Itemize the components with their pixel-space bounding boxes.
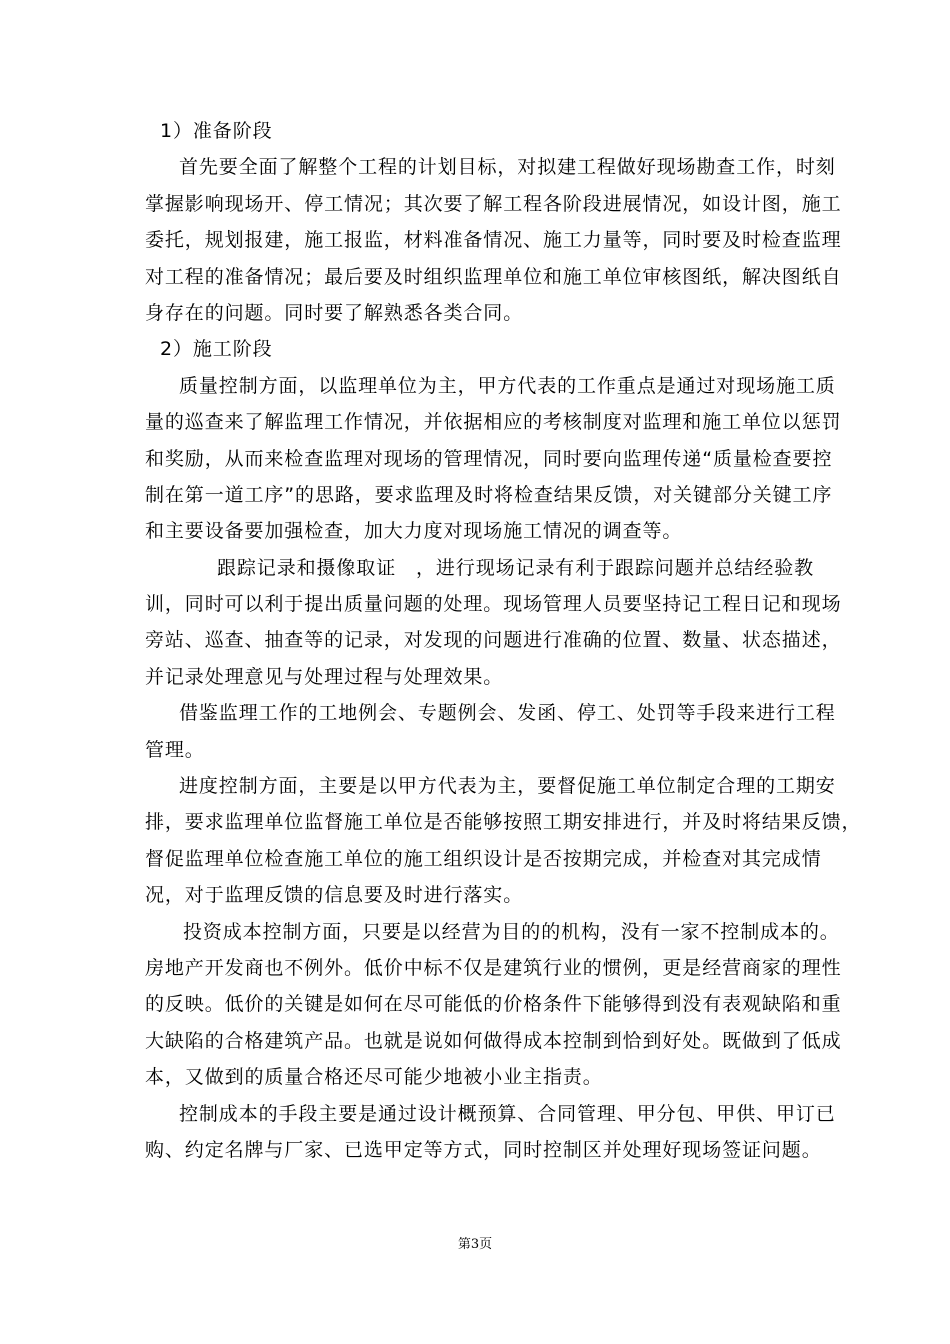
paragraph-line: 进度控制方面，主要是以甲方代表为主，要督促施工单位制定合理的工期安 [179, 775, 836, 798]
paragraph-line: 并记录处理意见与处理过程与处理效果。 [145, 665, 504, 688]
paragraph-line: 掌握影响现场开、停工情况；其次要了解工程各阶段进展情况，如设计图，施工 [145, 192, 842, 215]
paragraph-line: 管理。 [145, 738, 205, 761]
paragraph-line: 借鉴监理工作的工地例会、专题例会、发函、停工、处罚等手段来进行工程 [179, 702, 836, 725]
paragraph-line: 督促监理单位检查施工单位的施工组织设计是否按期完成，并检查对其完成情 [145, 847, 822, 870]
paragraph-line: 大缺陷的合格建筑产品。也就是说如何做得成本控制到恰到好处。既做到了低成 [145, 1029, 842, 1052]
paragraph-line: 身存在的问题。同时要了解熟悉各类合同。 [145, 301, 524, 324]
page-number: 第3页 [457, 1237, 493, 1252]
paragraph-line: 购、约定名牌与厂家、已选甲定等方式，同时控制区并处理好现场签证问题。 [145, 1138, 822, 1161]
paragraph-line: 况，对于监理反馈的信息要及时进行落实。 [145, 884, 524, 907]
document-body [145, 113, 862, 1168]
paragraph-line: 委托，规划报建，施工报监，材料准备情况、施工力量等，同时要及时检查监理 [145, 229, 842, 252]
paragraph-line: 和奖励，从而来检查监理对现场的管理情况，同时要向监理传递“质量检查要控 [145, 447, 833, 470]
paragraph-line: 量的巡查来了解监理工作情况，并依据相应的考核制度对监理和施工单位以惩罚 [145, 411, 842, 434]
paragraph-line: 的反映。低价的关键是如何在尽可能低的价格条件下能够得到没有表观缺陷和重 [145, 993, 842, 1016]
paragraph-line: 房地产开发商也不例外。低价中标不仅是建筑行业的惯例，更是经营商家的理性 [145, 956, 842, 979]
paragraph-line: 制在第一道工序”的思路，要求监理及时将检查结果反馈，对关键部分关键工序 [145, 483, 833, 506]
paragraph-line: 排，要求监理单位监督施工单位是否能够按照工期安排进行，并及时将结果反馈， [145, 811, 862, 834]
paragraph-line: 质量控制方面，以监理单位为主，甲方代表的工作重点是通过对现场施工质 [179, 374, 836, 397]
paragraph-line: 跟踪记录和摄像取证 ，进行现场记录有利于跟踪问题并总结经验教 [217, 556, 815, 579]
paragraph-line: 控制成本的手段主要是通过设计概预算、合同管理、甲分包、甲供、甲订已 [179, 1102, 836, 1125]
section-heading: 1）准备阶段 [160, 120, 273, 142]
paragraph-line: 投资成本控制方面，只要是以经营为目的的机构，没有一家不控制成本的。 [183, 920, 840, 943]
paragraph-line: 旁站、巡查、抽查等的记录，对发现的问题进行准确的位置、数量、状态描述， [145, 629, 842, 652]
paragraph-line: 和主要设备要加强检查，加大力度对现场施工情况的调查等。 [145, 520, 683, 543]
paragraph-line: 首先要全面了解整个工程的计划目标，对拟建工程做好现场勘查工作，时刻 [179, 156, 836, 179]
section-heading: 2）施工阶段 [160, 338, 273, 361]
paragraph-line: 对工程的准备情况；最后要及时组织监理单位和施工单位审核图纸，解决图纸自 [145, 265, 842, 288]
paragraph-line: 训，同时可以利于提出质量问题的处理。现场管理人员要坚持记工程日记和现场 [145, 593, 842, 616]
paragraph-line: 本，又做到的质量合格还尽可能少地被小业主指责。 [145, 1066, 603, 1089]
